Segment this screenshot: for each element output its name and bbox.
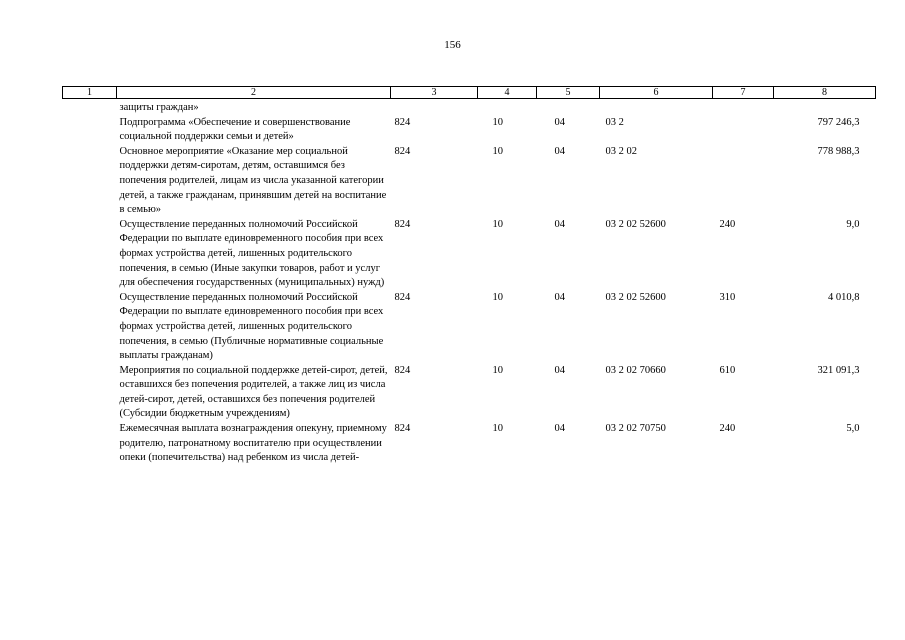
page-number: 156 bbox=[444, 39, 461, 51]
row-amount: 9,0 bbox=[846, 218, 860, 230]
table-row bbox=[63, 422, 876, 466]
table-row bbox=[63, 218, 876, 291]
row-subsection: 04 bbox=[554, 218, 565, 230]
row-ministry-code bbox=[391, 101, 478, 116]
header-col-8: 8 bbox=[774, 87, 876, 99]
row-section: 10 bbox=[492, 116, 503, 128]
row-ministry-code: 824 bbox=[394, 116, 411, 128]
header-col-5: 5 bbox=[537, 87, 600, 99]
row-target-article bbox=[600, 101, 713, 116]
table-row bbox=[63, 101, 876, 116]
table-row bbox=[63, 116, 876, 145]
row-subsection bbox=[537, 101, 600, 116]
row-expense-type bbox=[713, 145, 774, 218]
row-expense-type bbox=[713, 116, 774, 145]
table-row bbox=[63, 364, 876, 422]
row-amount: 321 091,3 bbox=[817, 364, 860, 376]
row-expense-type: 610 bbox=[719, 364, 736, 376]
table-row bbox=[63, 291, 876, 364]
header-col-1: 1 bbox=[63, 87, 117, 99]
row-target-article: 03 2 02 bbox=[605, 145, 637, 157]
row-target-article: 03 2 02 70750 bbox=[605, 423, 666, 435]
row-expense-type: 310 bbox=[719, 291, 736, 303]
header-col-3: 3 bbox=[391, 87, 478, 99]
row-name: Осуществление переданных полномочий Российской Федерации по выплате единовременного пособия при всех формах устройства детей, лишенных родительского попечения, в семью (Иные закупки товаров, работ и услуг для обеспечения государственных (муниципальных) нужд) bbox=[119, 218, 385, 289]
row-section: 10 bbox=[492, 423, 503, 435]
row-amount: 778 988,3 bbox=[817, 145, 860, 157]
row-subsection: 04 bbox=[554, 116, 565, 128]
row-name: Ежемесячная выплата вознаграждения опекуну, приемному родителю, патронатному воспитателю при осуществлении опеки (попечительства) над ребенком из числа детей- bbox=[119, 423, 387, 464]
row-target-article: 03 2 02 52600 bbox=[605, 291, 666, 303]
row-subsection: 04 bbox=[554, 145, 565, 157]
header-col-6: 6 bbox=[600, 87, 713, 99]
header-col-4: 4 bbox=[478, 87, 537, 99]
row-ministry-code: 824 bbox=[394, 423, 411, 435]
column-number-header bbox=[63, 87, 876, 99]
row-name: защиты граждан» bbox=[119, 102, 199, 113]
row-target-article: 03 2 bbox=[605, 116, 624, 128]
row-expense-type: 240 bbox=[719, 218, 736, 230]
row-section: 10 bbox=[492, 364, 503, 376]
row-section: 10 bbox=[492, 218, 503, 230]
row-name: Мероприятия по социальной поддержке детей-сирот, детей, оставшихся без попечения родителей, а также лиц из числа детей-сирот, детей, оставшихся без попечения родителей (Субсидии бюджетным учреждениям) bbox=[119, 364, 388, 420]
row-subsection: 04 bbox=[554, 291, 565, 303]
row-amount bbox=[774, 101, 876, 116]
row-section: 10 bbox=[492, 291, 503, 303]
row-ministry-code: 824 bbox=[394, 291, 411, 303]
row-ministry-code: 824 bbox=[394, 218, 411, 230]
row-name: Осуществление переданных полномочий Российской Федерации по выплате единовременного пособия при всех формах устройства детей, лишенных родительского попечения, в семью (Публичные нормативные социальные выплаты гражданам) bbox=[119, 291, 384, 362]
header-col-2: 2 bbox=[117, 87, 391, 99]
row-subsection: 04 bbox=[554, 423, 565, 435]
header-col-7: 7 bbox=[713, 87, 774, 99]
row-ministry-code: 824 bbox=[394, 145, 411, 157]
row-target-article: 03 2 02 70660 bbox=[605, 364, 666, 376]
row-amount: 797 246,3 bbox=[817, 116, 860, 128]
row-expense-type: 240 bbox=[719, 423, 736, 435]
row-expense-type bbox=[713, 101, 774, 116]
budget-table bbox=[62, 86, 876, 466]
row-name: Основное мероприятие «Оказание мер социальной поддержки детям-сиротам, детям, оставшимся без попечения родителей, лицам из числа указанной категории детей, а также гражданам, принявшим детей на воспитание в семью» bbox=[119, 145, 387, 216]
table-row bbox=[63, 145, 876, 218]
row-amount: 4 010,8 bbox=[828, 291, 860, 303]
row-target-article: 03 2 02 52600 bbox=[605, 218, 666, 230]
row-section: 10 bbox=[492, 145, 503, 157]
row-section bbox=[478, 101, 537, 116]
row-ministry-code: 824 bbox=[394, 364, 411, 376]
row-subsection: 04 bbox=[554, 364, 565, 376]
row-amount: 5,0 bbox=[846, 423, 860, 435]
row-name: Подпрограмма «Обеспечение и совершенствование социальной поддержки семьи и детей» bbox=[119, 116, 351, 143]
